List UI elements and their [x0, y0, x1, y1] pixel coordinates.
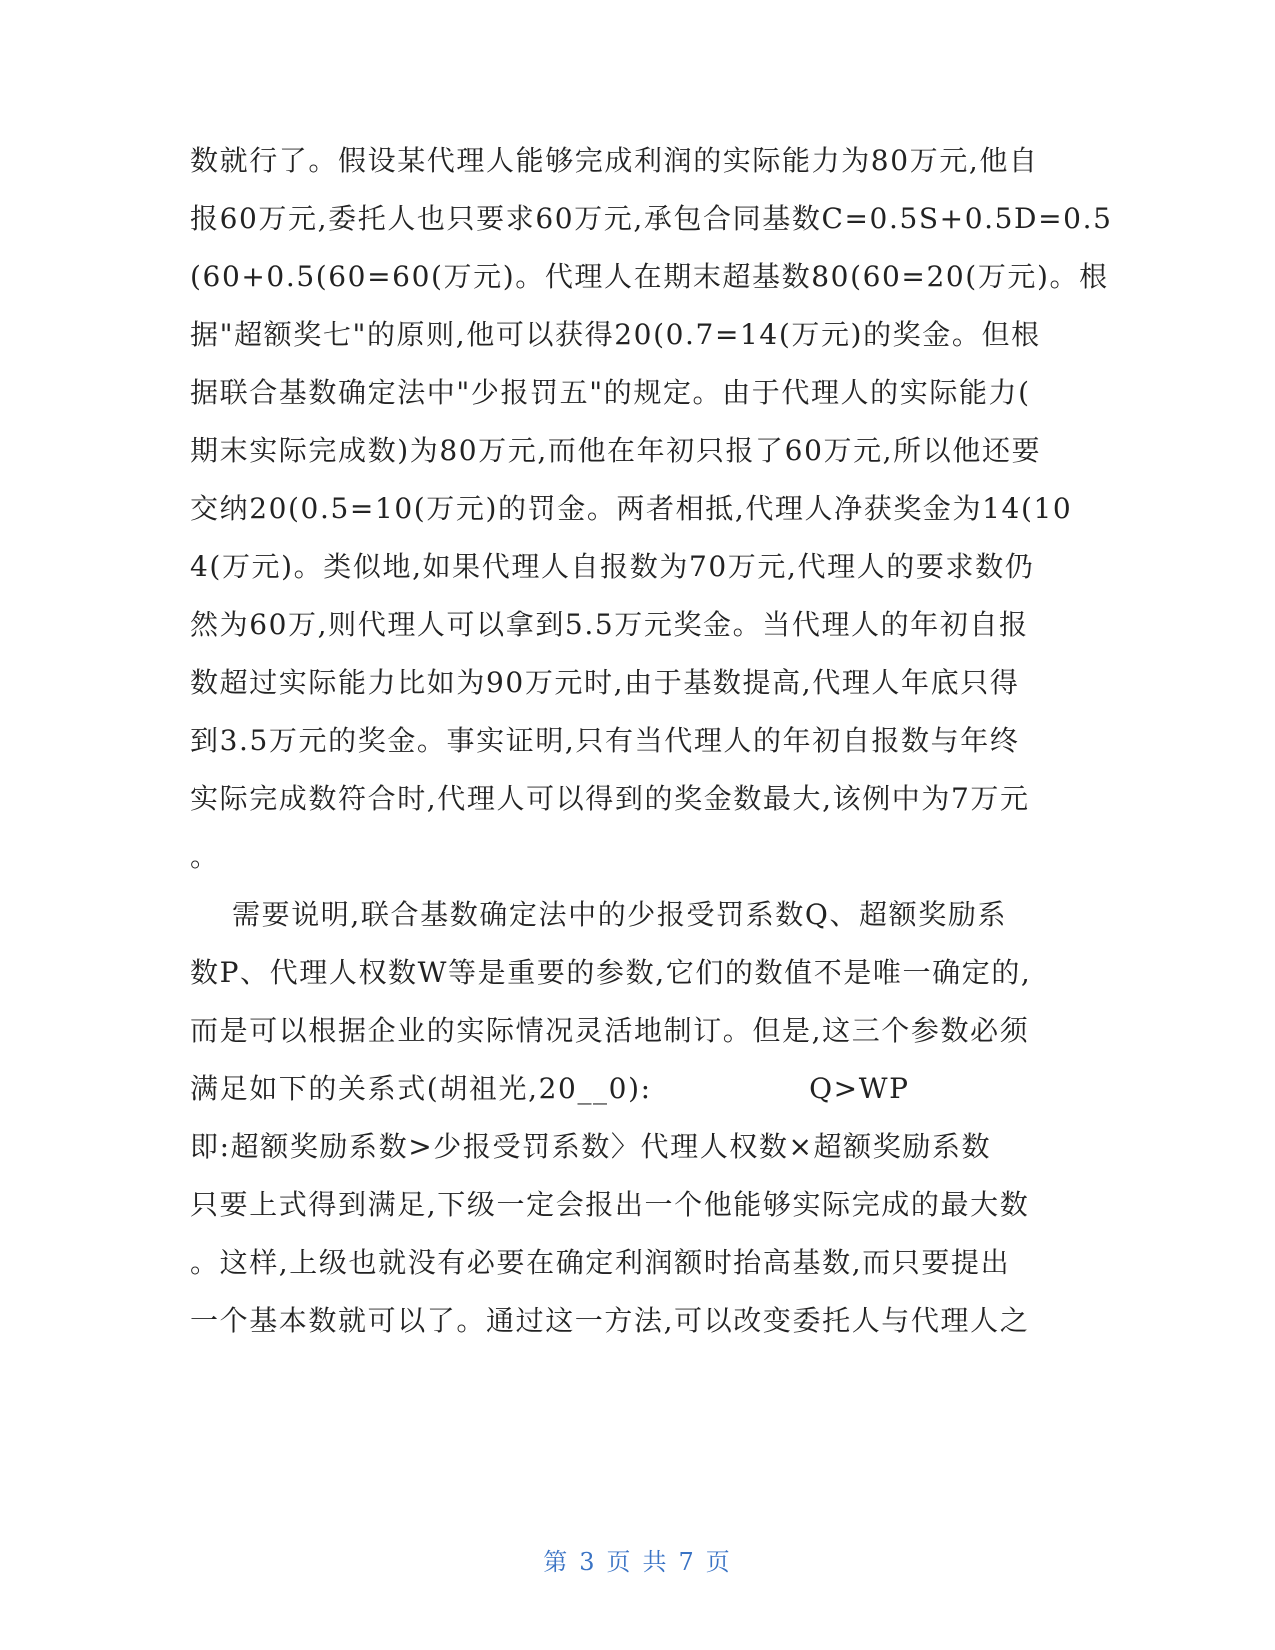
- text-line: 据联合基数确定法中"少报罚五"的规定。由于代理人的实际能力(: [190, 376, 1031, 409]
- text-line: 实际完成数符合时,代理人可以得到的奖金数最大,该例中为7万元: [190, 782, 1030, 815]
- text-line: 4(万元)。类似地,如果代理人自报数为70万元,代理人的要求数仍: [190, 550, 1035, 583]
- text-line: 数超过实际能力比如为90万元时,由于基数提高,代理人年底只得: [190, 666, 1020, 699]
- text-line: 交纳20(0.5=10(万元)的罚金。两者相抵,代理人净获奖金为14(10: [190, 492, 1073, 525]
- text-line: (60+0.5(60=60(万元)。代理人在期末超基数80(60=20(万元)。根: [190, 260, 1109, 293]
- page-number-footer: [0, 1542, 1275, 1577]
- text-line: 据"超额奖七"的原则,他可以获得20(0.7=14(万元)的奖金。但根: [190, 318, 1041, 351]
- text-line: 即:超额奖励系数>少报受罚系数〉代理人权数×超额奖励系数: [190, 1130, 992, 1163]
- total-pages-number: 7: [678, 1548, 696, 1576]
- footer-total-label: 共: [642, 1548, 669, 1576]
- text-line: 满足如下的关系式(胡祖光,20__0): Q>WP: [190, 1072, 910, 1105]
- current-page-number: 3: [579, 1548, 597, 1576]
- text-line: 数就行了。假设某代理人能够完成利润的实际能力为80万元,他自: [190, 144, 1039, 177]
- text-line: 而是可以根据企业的实际情况灵活地制订。但是,这三个参数必须: [190, 1014, 1030, 1047]
- text-line: 期末实际完成数)为80万元,而他在年初只报了60万元,所以他还要: [190, 434, 1042, 467]
- footer-suffix: 页: [705, 1548, 732, 1576]
- text-line: 。: [190, 840, 220, 873]
- text-line: 一个基本数就可以了。通过这一方法,可以改变委托人与代理人之: [190, 1304, 1030, 1337]
- text-line: 然为60万,则代理人可以拿到5.5万元奖金。当代理人的年初自报: [190, 608, 1029, 641]
- text-line: 。这样,上级也就没有必要在确定利润额时抬高基数,而只要提出: [190, 1246, 1011, 1279]
- text-line: 数P、代理人权数W等是重要的参数,它们的数值不是唯一确定的,: [190, 956, 1032, 989]
- footer-prefix: 第: [543, 1548, 570, 1576]
- footer-page-label: 页: [606, 1548, 633, 1576]
- text-line: 到3.5万元的奖金。事实证明,只有当代理人的年初自报数与年终: [190, 724, 1020, 757]
- text-line: 报60万元,委托人也只要求60万元,承包合同基数C=0.5S+0.5D=0.5: [190, 202, 1113, 235]
- text-line: 只要上式得到满足,下级一定会报出一个他能够实际完成的最大数: [190, 1188, 1030, 1221]
- text-line: 需要说明,联合基数确定法中的少报受罚系数Q、超额奖励系: [190, 898, 1008, 931]
